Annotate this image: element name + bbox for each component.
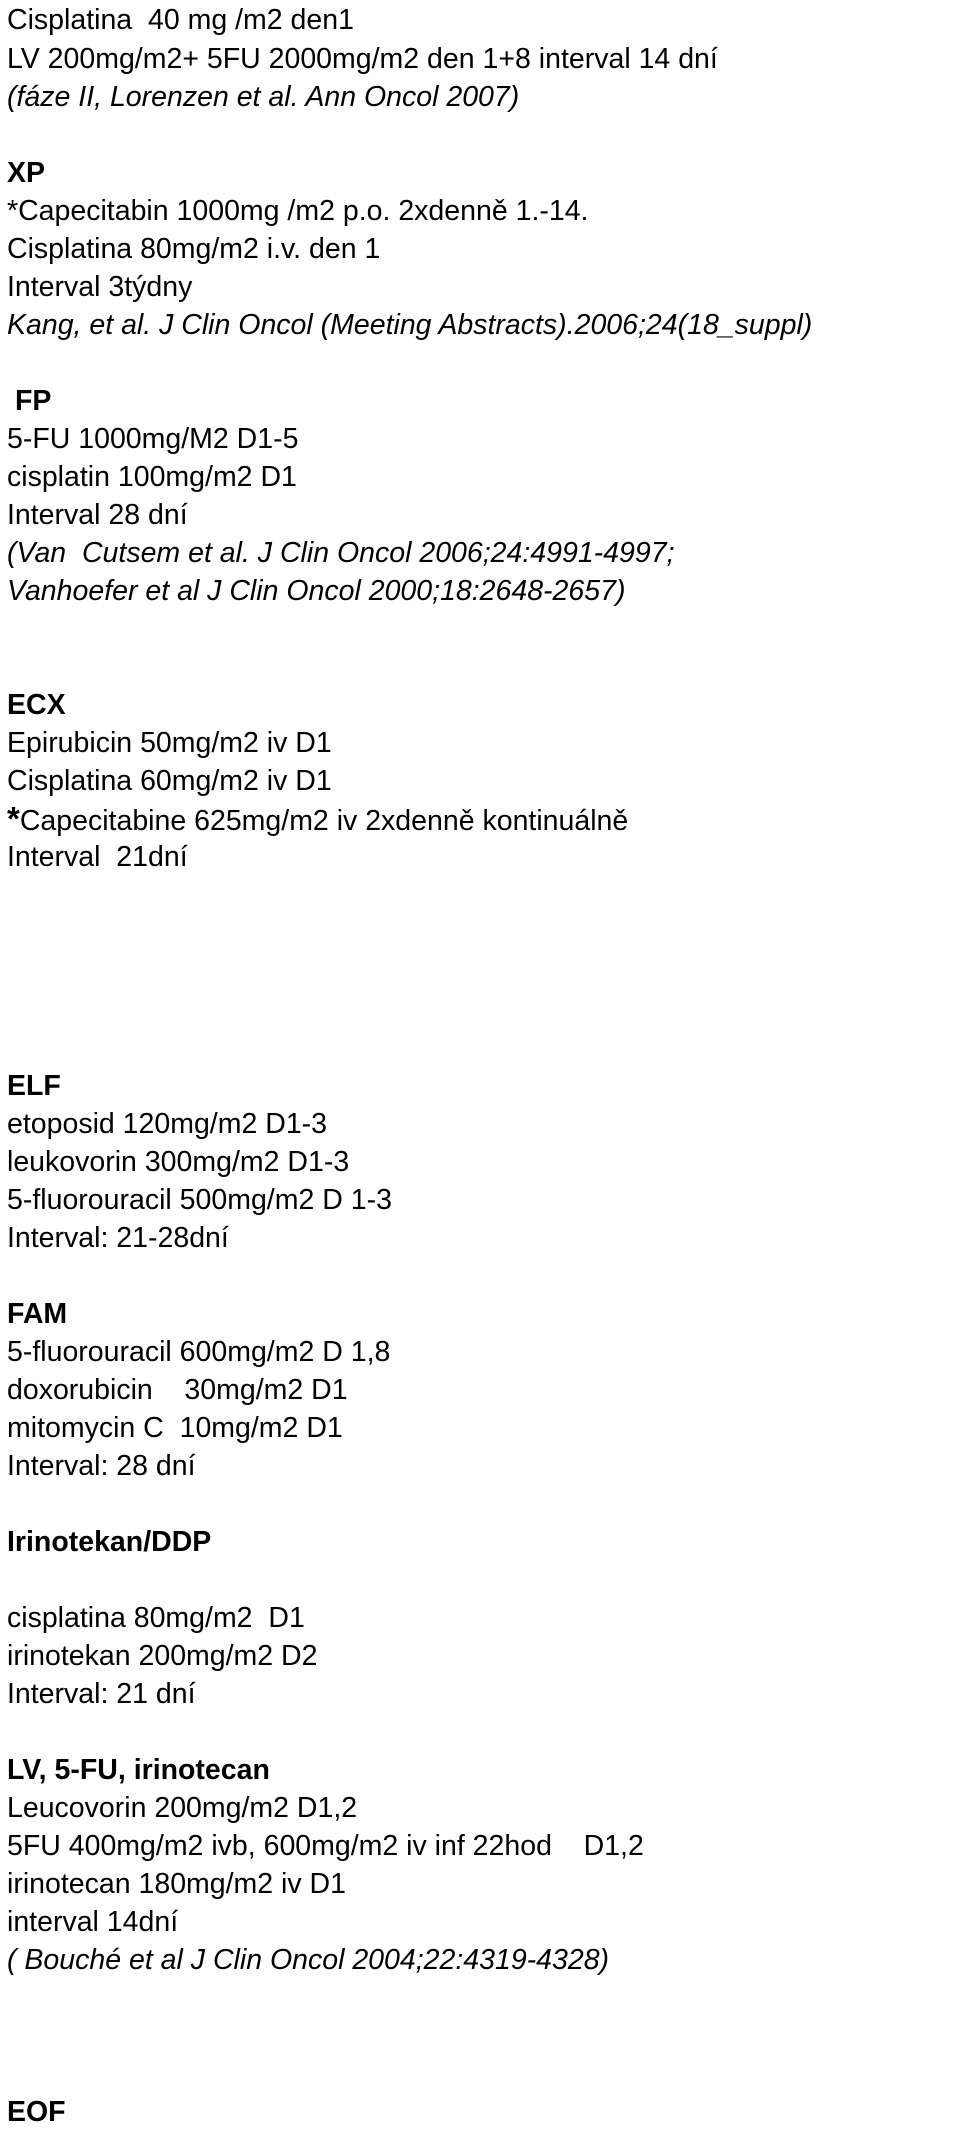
regimen-heading-xp: XP <box>7 157 46 189</box>
reference-line: (fáze II, Lorenzen et al. Ann Oncol 2007) <box>7 81 520 113</box>
reference-line: ( Bouché et al J Clin Oncol 2004;22:4319-4328) <box>7 1944 610 1976</box>
regimen-text-line: irinotecan 180mg/m2 iv D1 <box>7 1868 346 1900</box>
regimen-heading-lv-5fu-irinotecan: LV, 5-FU, irinotecan <box>7 1754 270 1786</box>
reference-line: Vanhoefer et al J Clin Oncol 2000;18:2648-2657) <box>7 575 626 607</box>
regimen-text-line: Interval: 21 dní <box>7 1678 196 1710</box>
reference-line: (Van Cutsem et al. J Clin Oncol 2006;24:4991-4997; <box>7 537 675 569</box>
regimen-text-line: Epirubicin 50mg/m2 iv D1 <box>7 727 332 759</box>
regimen-text-line: Interval 21dní <box>7 841 188 873</box>
regimen-text-line: mitomycin C 10mg/m2 D1 <box>7 1412 343 1444</box>
regimen-text-line: 5FU 400mg/m2 ivb, 600mg/m2 iv inf 22hod D1,2 <box>7 1830 644 1862</box>
regimen-text-line: etoposid 120mg/m2 D1-3 <box>7 1108 328 1140</box>
regimen-text-line: Interval 28 dní <box>7 499 188 531</box>
regimen-text-line: Interval: 28 dní <box>7 1450 196 1482</box>
regimen-heading-irinotekan-ddp: Irinotekan/DDP <box>7 1526 212 1558</box>
regimen-text-line: 5-FU 1000mg/M2 D1-5 <box>7 423 299 455</box>
regimen-text-line: cisplatin 100mg/m2 D1 <box>7 461 297 493</box>
regimen-text-line: 5-fluorouracil 500mg/m2 D 1-3 <box>7 1184 392 1216</box>
regimen-heading-ecx: ECX <box>7 689 66 721</box>
regimen-text-line: Interval: 21-28dní <box>7 1222 229 1254</box>
regimen-text-line: Cisplatina 40 mg /m2 den1 <box>7 4 354 36</box>
regimen-text-line: *Capecitabin 1000mg /m2 p.o. 2xdenně 1.-14. <box>7 195 589 227</box>
regimen-text-line: LV 200mg/m2+ 5FU 2000mg/m2 den 1+8 interval 14 dní <box>7 43 718 75</box>
regimen-text-line: leukovorin 300mg/m2 D1-3 <box>7 1146 350 1178</box>
regimen-text-line: Cisplatina 60mg/m2 iv D1 <box>7 765 332 797</box>
reference-line <box>7 307 812 343</box>
regimen-text-line: interval 14dní <box>7 1906 179 1938</box>
regimen-heading-elf: ELF <box>7 1070 61 1102</box>
regimen-text-line: doxorubicin 30mg/m2 D1 <box>7 1374 348 1406</box>
reference-citation: Kang, et al. J Clin Oncol (Meeting Abstracts). <box>7 309 575 341</box>
regimen-heading-fam: FAM <box>7 1298 68 1330</box>
regimen-text-line: Cisplatina 80mg/m2 i.v. den 1 <box>7 233 381 265</box>
regimen-heading-eof: EOF <box>7 2096 66 2128</box>
regimen-heading-fp: FP <box>15 385 52 417</box>
regimen-text-line: cisplatina 80mg/m2 D1 <box>7 1602 305 1634</box>
regimen-text: Capecitabine 625mg/m2 iv 2xdenně kontinuálně <box>19 805 629 837</box>
regimen-text-line: irinotekan 200mg/m2 D2 <box>7 1640 318 1672</box>
reference-year: 2006;24(18_suppl) <box>574 309 813 341</box>
regimen-text-line: Interval 3týdny <box>7 271 193 303</box>
regimen-text-line: 5-fluorouracil 600mg/m2 D 1,8 <box>7 1336 391 1368</box>
regimen-text-line <box>7 801 628 837</box>
asterisk-mark: * <box>7 800 20 837</box>
regimen-text-line: Leucovorin 200mg/m2 D1,2 <box>7 1792 358 1824</box>
